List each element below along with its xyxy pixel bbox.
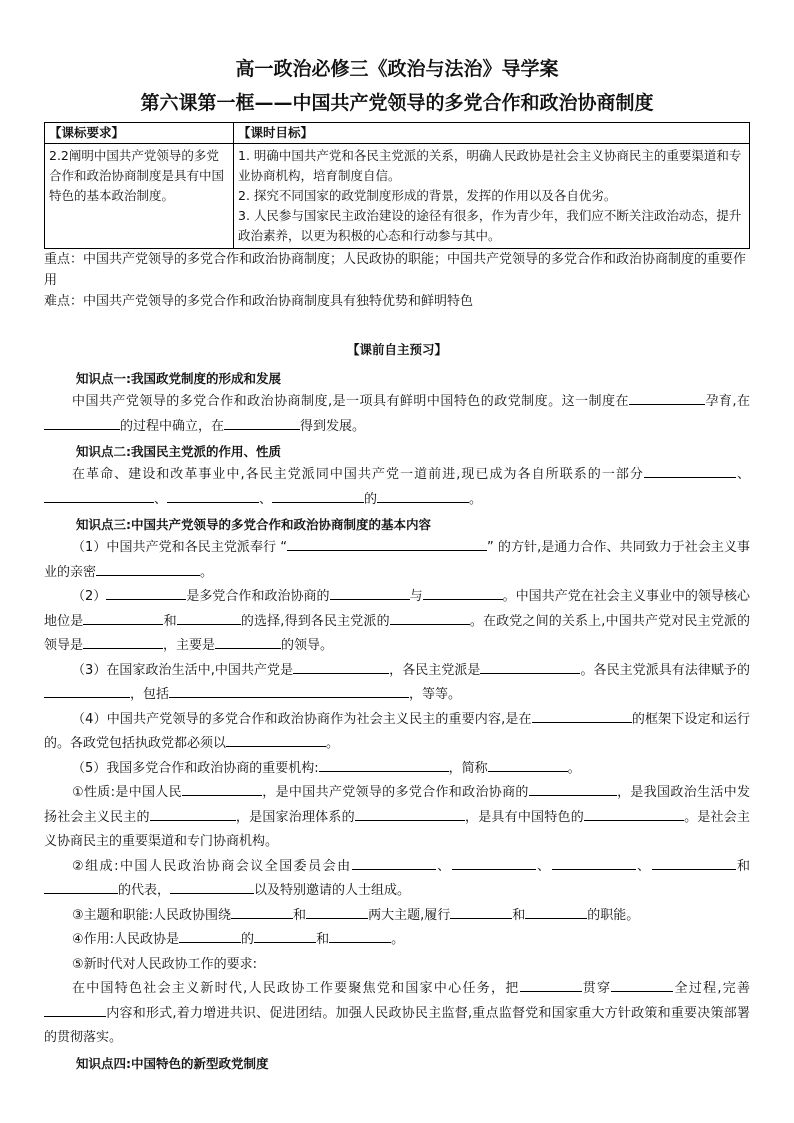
kp3-item-4: （4）中国共产党领导的多党合作和政治协商作为社会主义民主的重要内容,是在 的框架下设定和运行的。各政党包括执政党都必须以 。	[44, 708, 750, 757]
fill-blank[interactable]	[106, 585, 186, 600]
fill-blank[interactable]	[552, 855, 636, 870]
kp3-item-5: （5）我国多党合作和政治协商的重要机构: ，简称 。	[44, 757, 750, 782]
fill-blank[interactable]	[44, 1002, 106, 1017]
fill-blank[interactable]	[224, 415, 300, 430]
kp3-themes: ③主题和职能:人民政协围绕 和 两大主题,履行 和 的职能。	[44, 904, 750, 929]
fill-blank[interactable]	[584, 806, 684, 821]
knowledge-point-2-title: 知识点二:我国民主党派的作用、性质	[76, 444, 281, 459]
fill-blank[interactable]	[652, 855, 736, 870]
fill-blank[interactable]	[532, 708, 632, 723]
fill-blank[interactable]	[44, 879, 118, 894]
table-header-standard: 【课标要求】	[45, 123, 234, 144]
fill-blank[interactable]	[96, 561, 200, 576]
document-page	[44, 56, 750, 1075]
fill-blank[interactable]	[488, 757, 568, 772]
fill-blank[interactable]	[329, 928, 391, 943]
fill-blank[interactable]	[169, 683, 409, 698]
kp3-role: ④作用:人民政协是 的 和 。	[44, 928, 750, 953]
fill-blank[interactable]	[182, 781, 262, 796]
knowledge-point-2-text: 在革命、建设和改革事业中,各民主党派同中国共产党一道前进,现已成为各自所联系的一部分 、、 、 的 。	[44, 463, 750, 512]
fill-blank[interactable]	[352, 855, 436, 870]
fill-blank[interactable]	[377, 488, 469, 503]
fill-blank[interactable]	[520, 977, 582, 992]
fill-blank[interactable]	[450, 904, 512, 919]
fill-blank[interactable]	[480, 659, 580, 674]
table-header-goals: 【课时目标】	[234, 123, 750, 144]
fill-blank[interactable]	[287, 536, 487, 551]
document-subtitle: 第六课第一框——中国共产党领导的多党合作和政治协商制度	[140, 92, 654, 114]
fill-blank[interactable]	[215, 634, 281, 649]
kp3-requirements-heading: ⑤新时代对人民政协工作的要求:	[72, 956, 258, 972]
fill-blank[interactable]	[319, 757, 449, 772]
goal-item: 2. 探究不同国家的政党制度形成的背景，发挥的作用以及各自优劣。	[238, 188, 617, 203]
fill-blank[interactable]	[390, 610, 470, 625]
fill-blank[interactable]	[423, 585, 503, 600]
fill-blank[interactable]	[170, 879, 254, 894]
kp3-item-1: （1）中国共产党和各民主党派奉行 “ ” 的方针,是通力合作、共同致力于社会主义事业的亲密 。	[44, 536, 750, 585]
key-point: 重点：中国共产党领导的多党合作和政治协商制度；人民政协的职能；中国共产党领导的多党合作和政治协商制度的重要作用	[44, 252, 747, 288]
fill-blank[interactable]	[355, 806, 465, 821]
fill-blank[interactable]	[44, 488, 154, 503]
fill-blank[interactable]	[452, 855, 536, 870]
fill-blank[interactable]	[226, 732, 326, 747]
fill-blank[interactable]	[179, 928, 241, 943]
knowledge-point-1-title: 知识点一:我国政党制度的形成和发展	[76, 371, 281, 386]
fill-blank[interactable]	[231, 904, 293, 919]
document-title: 高一政治必修三《政治与法治》导学案	[235, 58, 559, 80]
knowledge-point-4-title: 知识点四:中国特色的新型政党制度	[76, 1055, 269, 1071]
fill-blank[interactable]	[306, 904, 368, 919]
fill-blank[interactable]	[44, 415, 120, 430]
fill-blank[interactable]	[529, 781, 617, 796]
kp3-nature: ①性质:是中国人民 ，是中国共产党领导的多党合作和政治协商的 ，是我国政治生活中发扬社会主义民主的 ，是国家治理体系的 ，是具有中国特色的 。是社会主义协商民主的重要渠道和专门协商机构。	[44, 781, 750, 855]
section-title: 【课前自主预习】	[346, 342, 447, 357]
fill-blank[interactable]	[525, 904, 587, 919]
goal-item: 1. 明确中国共产党和各民主党派的关系，明确人民政协是社会主义协商民主的重要渠道和专业协商机构，培育制度自信。	[238, 148, 742, 183]
kp3-requirements-text: 在中国特色社会主义新时代,人民政协工作要聚焦党和国家中心任务，把 贯穿 全过程,完善内容和形式,着力增进共识、促进团结。加强人民政协民主监督,重点监督党和国家重大方针政策和重要决策部署的贯彻落实。	[44, 977, 750, 1051]
kp3-item-3: （3）在国家政治生活中,中国共产党是 ，各民主党派是 。各民主党派具有法律赋予的，包括 ，等等。	[44, 659, 750, 708]
knowledge-point-1-text: 中国共产党领导的多党合作和政治协商制度,是一项具有鲜明中国特色的政党制度。这一制度在 孕育,在的过程中确立，在 得到发展。	[44, 390, 750, 439]
lesson-goals-cell	[234, 144, 750, 249]
difficult-point: 难点：中国共产党领导的多党合作和政治协商制度具有独特优势和鲜明特色	[44, 294, 474, 309]
fill-blank[interactable]	[254, 928, 316, 943]
fill-blank[interactable]	[293, 659, 389, 674]
fill-blank[interactable]	[629, 390, 705, 405]
fill-blank[interactable]	[83, 610, 163, 625]
objectives-table	[44, 122, 750, 249]
fill-blank[interactable]	[150, 806, 236, 821]
fill-blank[interactable]	[272, 488, 364, 503]
fill-blank[interactable]	[83, 634, 163, 649]
fill-blank[interactable]	[330, 585, 410, 600]
fill-blank[interactable]	[644, 463, 736, 478]
knowledge-point-3-title: 知识点三:中国共产党领导的多党合作和政治协商制度的基本内容	[76, 517, 432, 532]
kp3-item-2: （2） 是多党合作和政治协商的 与 。中国共产党在社会主义事业中的领导核心地位是 和 的选择,得到各民主党派的 。在政党之间的关系上,中国共产党对民主党派的领导是 ，主要是 的领导。	[44, 585, 750, 659]
fill-blank[interactable]	[167, 488, 259, 503]
fill-blank[interactable]	[611, 977, 673, 992]
curriculum-standard-cell: 2.2阐明中国共产党领导的多党合作和政治协商制度是具有中国特色的基本政治制度。	[45, 144, 234, 249]
fill-blank[interactable]	[177, 610, 241, 625]
fill-blank[interactable]	[44, 683, 130, 698]
goal-item: 3. 人民参与国家民主政治建设的途径有很多，作为青少年，我们应不断关注政治动态，提升政治素养，以更为积极的心态和行动参与其中。	[238, 208, 742, 243]
kp3-composition: ②组成:中国人民政治协商会议全国委员会由 、 、 、 和的代表， 以及特别邀请的人士组成。	[44, 855, 750, 904]
